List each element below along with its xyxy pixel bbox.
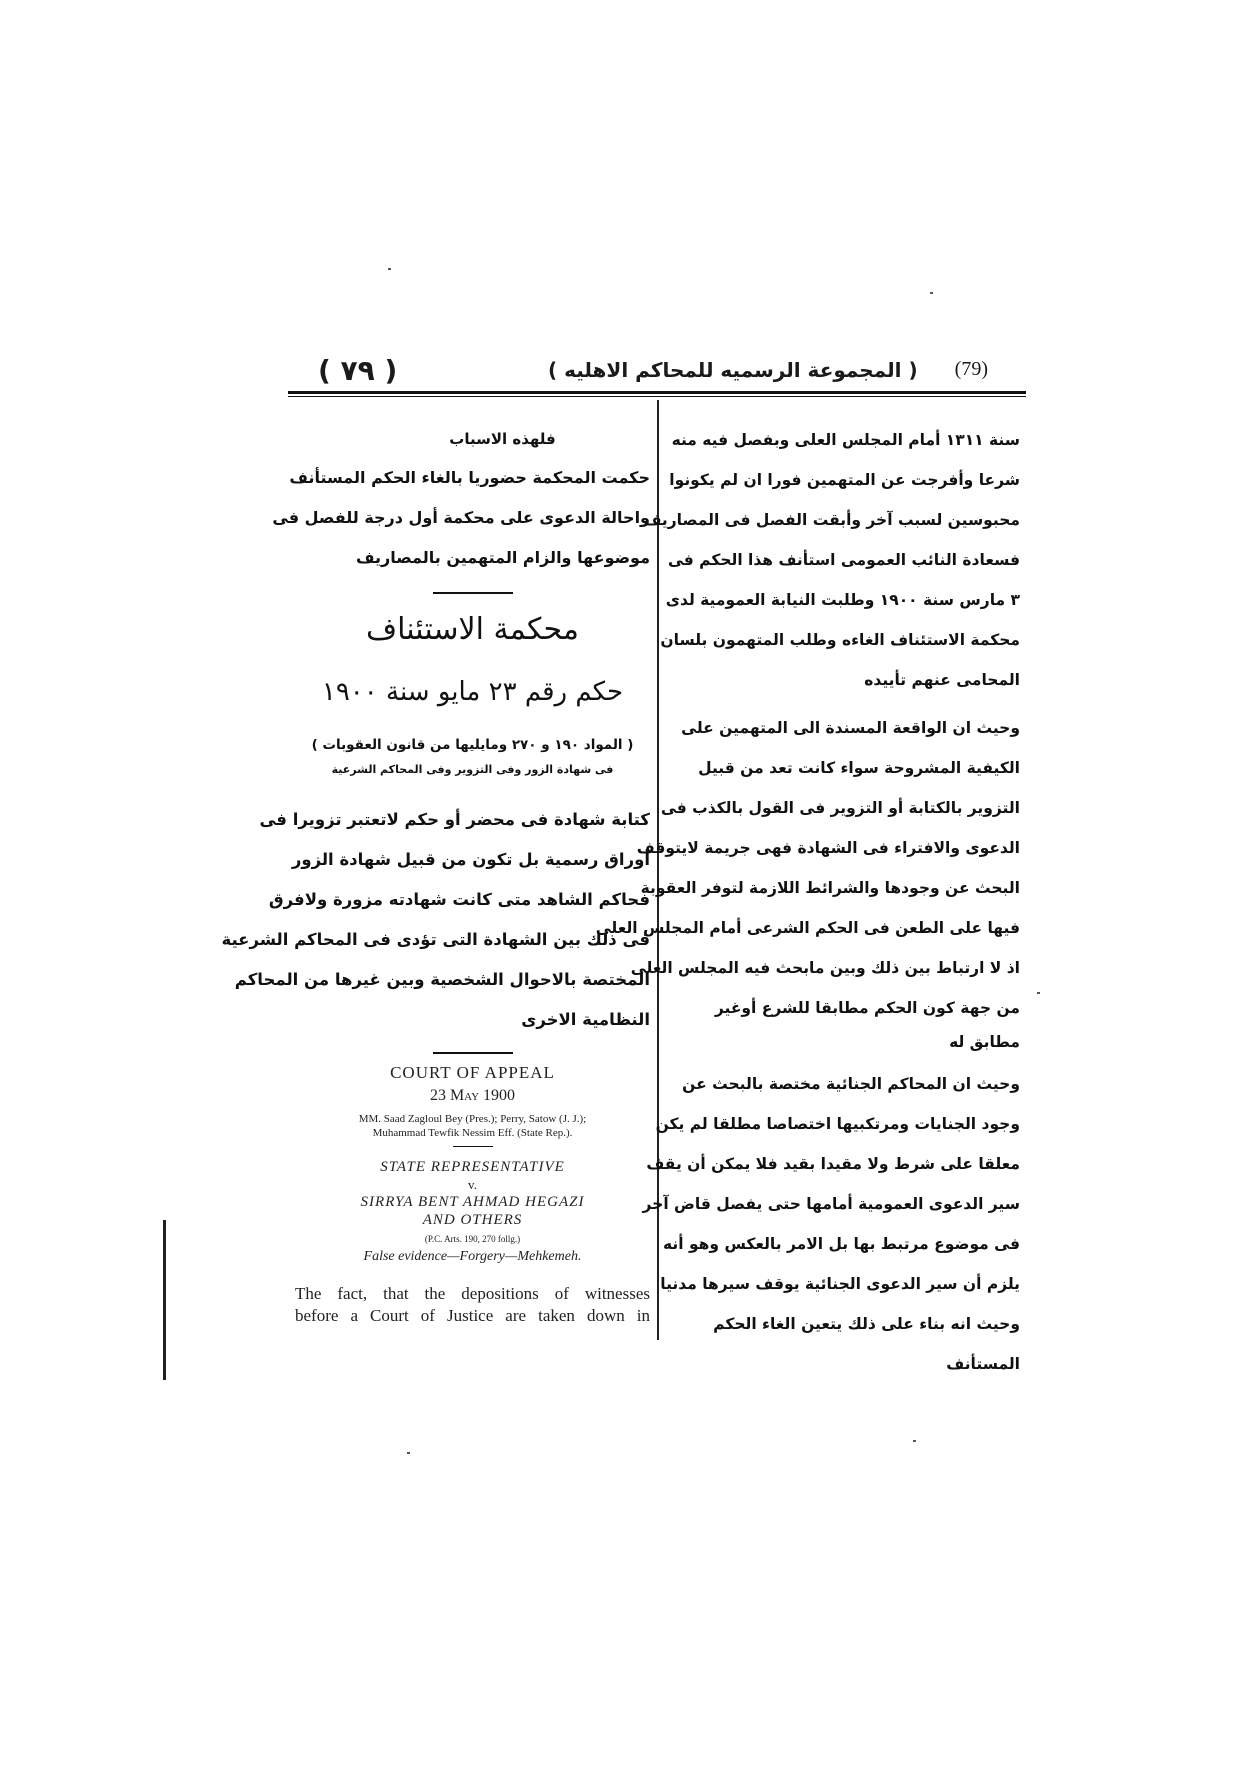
reasons-heading: فلهذه الاسباب: [449, 430, 556, 448]
scan-speck: [407, 1452, 410, 1454]
margin-mark: [163, 1220, 166, 1380]
text-line: الدعوى والافتراء فى الشهادة فهى جريمة لايتوقف: [636, 839, 1020, 857]
principle-line: المختصة بالاحوال الشخصية وبين غيرها من المحاكم: [234, 970, 650, 989]
text-line: المستأنف: [946, 1355, 1020, 1373]
page-number-arabic: ( ٧٩ ): [318, 354, 398, 387]
left-column: [221, 420, 650, 1327]
ruling-line: واحالة الدعوى على محكمة أول درجة للفصل فى: [272, 508, 650, 527]
text-line: وحيث انه بناء على ذلك يتعين الغاء الحكم: [713, 1315, 1020, 1333]
articles-reference: ( المواد ١٩٠ و ٢٧٠ ومايليها من قانون العقوبات ): [311, 737, 634, 753]
judgment-title: حكم رقم ٢٣ مايو سنة ١٩٠٠: [321, 677, 624, 707]
text-line: محكمة الاستئناف الغاءه وطلب المتهمون بلسان: [660, 631, 1020, 649]
versus-label: v.: [468, 1177, 477, 1192]
text-line: سير الدعوى العمومية أمامها حتى يفصل قاض آخر: [642, 1195, 1020, 1213]
party-respondent: AND OTHERS: [422, 1212, 523, 1228]
scan-speck: [913, 1440, 916, 1442]
text-line: ٣ مارس سنة ١٩٠٠ وطلبت النيابة العمومية لدى: [665, 591, 1020, 609]
principle-line: النظامية الاخرى: [521, 1010, 650, 1029]
text-line: فيها على الطعن فى الحكم الشرعى أمام المجلس العلى: [595, 919, 1020, 937]
text-line: يلزم أن سير الدعوى الجنائية يوقف سيرها مدنيا: [660, 1275, 1020, 1293]
running-title: ( المجموعة الرسميه للمحاكم الاهليه ): [548, 358, 918, 382]
page-number-latin: (79): [954, 358, 988, 380]
text-line: سنة ١٣١١ أمام المجلس العلى وبفصل فيه منه: [671, 431, 1020, 449]
text-line: المحامى عنهم تأييده: [864, 671, 1020, 689]
ruling-line: حكمت المحكمة حضوريا بالغاء الحكم المستأنف: [289, 468, 650, 487]
header-rule: [288, 391, 1026, 394]
party-respondent: SIRRYA BENT AHMAD HEGAZI: [360, 1194, 585, 1210]
judges-line: MM. Saad Zagloul Bey (Pres.); Perry, Satow (J. J.);: [358, 1113, 587, 1125]
articles-reference-english: (P.C. Arts. 190, 270 follg.): [424, 1234, 521, 1244]
principle-line: أوراق رسمية بل تكون من قبيل شهادة الزور: [291, 850, 650, 869]
text-line: محبوسين لسبب آخر وأبقت الفصل فى المصاريف: [643, 511, 1020, 529]
text-line: فسعادة النائب العمومى استأنف هذا الحكم فى: [667, 551, 1020, 569]
text-line: من جهة كون الحكم مطابقا للشرع أوغير: [714, 999, 1020, 1017]
scan-speck: [388, 268, 391, 270]
text-line: الكيفية المشروحة سواء كانت تعد من قبيل: [698, 759, 1020, 777]
text-line: وجود الجنايات ومرتكبيها اختصاصا مطلقا لم يكن: [655, 1115, 1020, 1133]
text-line: فى موضوع مرتبط بها بل الامر بالعكس وهو أنه: [663, 1235, 1020, 1253]
section-divider: [433, 592, 513, 594]
scan-speck: [1037, 992, 1040, 994]
right-column: [595, 420, 1020, 1384]
text-line: وحيث ان الواقعة المسندة الى المتهمين على: [681, 719, 1020, 737]
body-text-english: The fact, that the depositions of witnesses: [295, 1284, 650, 1303]
party-appellant: STATE REPRESENTATIVE: [380, 1159, 565, 1175]
principle-line: كتابة شهادة فى محضر أو حكم لاتعتبر تزويرا فى: [259, 810, 650, 829]
court-name-english: COURT OF APPEAL: [390, 1063, 555, 1082]
judges-line: Muhammad Tewfik Nessim Eff. (State Rep.).: [372, 1127, 573, 1139]
judgment-date-english: 23 May 1900: [429, 1087, 516, 1104]
text-line: شرعا وأفرجت عن المتهمين فورا ان لم يكونوا: [669, 471, 1020, 489]
subject-line: فى شهادة الزور وفى التزوير وفى المحاكم الشرعية: [331, 763, 614, 776]
text-line: اذ لا ارتباط بين ذلك وبين مابحث فيه المجلس العلى: [630, 959, 1020, 977]
body-text-english: before a Court of Justice are taken down in: [295, 1306, 650, 1325]
principle-line: فى ذلك بين الشهادة التى تؤدى فى المحاكم الشرعية: [221, 930, 650, 949]
text-line: التزوير بالكتابة أو التزوير فى القول بالكذب فى: [660, 799, 1020, 817]
scan-speck: [930, 292, 933, 294]
text-line: مطابق له: [949, 1033, 1020, 1051]
header-rule-thin: [288, 396, 1026, 397]
ruling-line: موضوعها والزام المتهمين بالمصاريف: [355, 548, 650, 567]
text-line: البحث عن وجودها والشرائط اللازمة لتوفر العقوبة: [640, 879, 1020, 897]
text-line: وحيث ان المحاكم الجنائية مختصة بالبحث عن: [682, 1075, 1020, 1093]
text-line: معلقا على شرط ولا مقيدا بقيد فلا يمكن أن يقف: [646, 1155, 1020, 1173]
page-header: [288, 352, 1023, 394]
court-title: محكمة الاستئناف: [366, 612, 579, 647]
subject-english: False evidence—Forgery—Mehkemeh.: [363, 1249, 582, 1264]
principle-line: فحاكم الشاهد متى كانت شهادته مزورة ولافرق: [268, 890, 650, 909]
